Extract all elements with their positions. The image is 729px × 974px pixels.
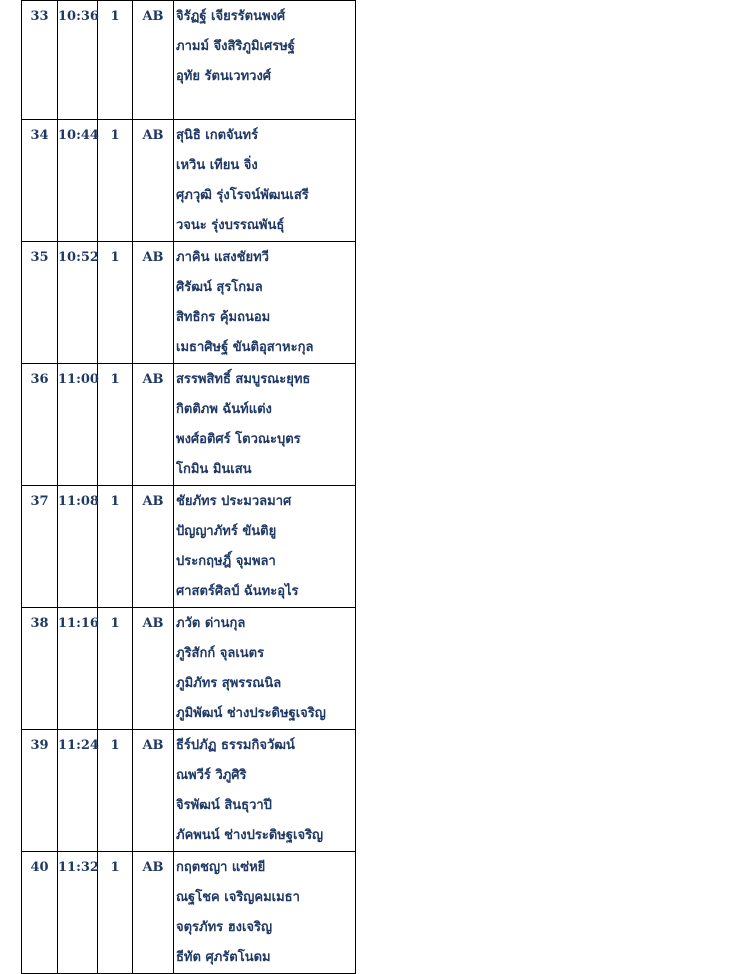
player-names-cell [174, 364, 356, 486]
player-names-cell [174, 1, 356, 120]
table-row [22, 1, 356, 120]
player-name: ธีทัต ศุภรัตโนดม [176, 950, 271, 965]
player-names-cell [174, 608, 356, 730]
player-name: ธีร์ปภัฏ ธรรมกิจวัฒน์ [176, 738, 295, 753]
starting-hole-cell: 1 [98, 364, 133, 486]
player-name: จิรัฏฐ์ เจียรรัตนพงศ์ [176, 9, 286, 24]
table-row [22, 608, 356, 730]
player-name: จิรพัฒน์ สินธุวาปี [176, 798, 272, 813]
table-row [22, 364, 356, 486]
player-names-cell [174, 852, 356, 974]
group-number-cell: 40 [22, 852, 58, 974]
player-name: ณพวีร์ วิภูศิริ [176, 768, 247, 783]
player-names-cell [174, 486, 356, 608]
player-names-cell [174, 120, 356, 242]
group-number-cell: 37 [22, 486, 58, 608]
tee-marker-cell: AB [133, 730, 174, 852]
player-name: สุนิธิ เกตจันทร์ [176, 128, 259, 143]
tee-marker-cell: AB [133, 364, 174, 486]
group-number-cell: 33 [22, 1, 58, 120]
tee-time-cell: 10:52 [58, 242, 98, 364]
player-name: ปัญญาภัทร์ ขันติยู [176, 524, 277, 539]
player-name: ศุภวุฒิ รุ่งโรจน์พัฒนเสรี [176, 188, 309, 203]
table-row [22, 242, 356, 364]
table-row [22, 120, 356, 242]
table-row [22, 852, 356, 974]
player-name: ศาสตร์ศิลป์ ฉันทะอุไร [176, 584, 299, 599]
player-name: ประกฤษฎิ์ จุมพลา [176, 554, 276, 569]
group-number-cell: 36 [22, 364, 58, 486]
player-name: ภูมิภัทร สุพรรณนิล [176, 676, 282, 691]
player-name: ภัคพนน์ ช่างประดิษฐเจริญ [176, 828, 324, 843]
starting-hole-cell: 1 [98, 608, 133, 730]
player-name: เหวิน เทียน จิ่ง [176, 158, 258, 173]
player-name: ภาคิน แสงชัยทวี [176, 250, 269, 265]
player-name: ภวัต ด่านกุล [176, 616, 246, 631]
player-name: สิทธิกร คุ้มถนอม [176, 310, 271, 325]
table-row [22, 486, 356, 608]
starting-hole-cell: 1 [98, 486, 133, 608]
tee-time-table [21, 0, 356, 974]
tee-marker-cell: AB [133, 242, 174, 364]
group-number-cell: 35 [22, 242, 58, 364]
player-name: เมธาศิษฐ์ ขันติอุสาหะกุล [176, 340, 314, 355]
tee-time-cell: 10:44 [58, 120, 98, 242]
player-name: ชัยภัทร ประมวลมาศ [176, 494, 292, 509]
player-name: กฤตชญา แซ่หยี [176, 860, 266, 875]
tee-marker-cell: AB [133, 1, 174, 120]
tee-time-cell: 11:00 [58, 364, 98, 486]
table-row [22, 730, 356, 852]
starting-hole-cell: 1 [98, 242, 133, 364]
tee-time-cell: 11:24 [58, 730, 98, 852]
starting-hole-cell: 1 [98, 852, 133, 974]
player-name: อุทัย รัตนเวทวงศ์ [176, 69, 272, 84]
group-number-cell: 39 [22, 730, 58, 852]
player-name: โกมิน มินเสน [176, 462, 252, 477]
player-name: จตุรภัทร ฮงเจริญ [176, 920, 273, 935]
starting-hole-cell: 1 [98, 730, 133, 852]
starting-hole-cell: 1 [98, 120, 133, 242]
tee-time-cell: 10:36 [58, 1, 98, 120]
player-name: ภูมิพัฒน์ ช่างประดิษฐเจริญ [176, 706, 326, 721]
tee-marker-cell: AB [133, 120, 174, 242]
tee-time-cell: 11:32 [58, 852, 98, 974]
player-name: สรรพสิทธิ์ สมบูรณะยุทธ [176, 372, 311, 387]
tee-time-cell: 11:16 [58, 608, 98, 730]
player-names-cell [174, 730, 356, 852]
tee-marker-cell: AB [133, 486, 174, 608]
tee-marker-cell: AB [133, 852, 174, 974]
player-name: วจนะ รุ่งบรรณพันธุ์ [176, 218, 285, 233]
group-number-cell: 34 [22, 120, 58, 242]
player-name: ณฐโชค เจริญคมเมธา [176, 890, 300, 905]
player-name: กิตติภพ ฉันท์แต่ง [176, 402, 272, 417]
player-name: ภามม์ จึงสิริภูมิเศรษฐ์ [176, 39, 295, 54]
player-name: ภูริสักก์ จุลเนตร [176, 646, 265, 661]
player-name: พงศ์อติศร์ โตวณะบุตร [176, 432, 301, 447]
tee-marker-cell: AB [133, 608, 174, 730]
player-names-cell [174, 242, 356, 364]
tee-time-table-body [22, 1, 356, 974]
starting-hole-cell: 1 [98, 1, 133, 120]
tee-time-cell: 11:08 [58, 486, 98, 608]
player-name: ศิรัฒน์ สุรโกมล [176, 280, 263, 295]
group-number-cell: 38 [22, 608, 58, 730]
